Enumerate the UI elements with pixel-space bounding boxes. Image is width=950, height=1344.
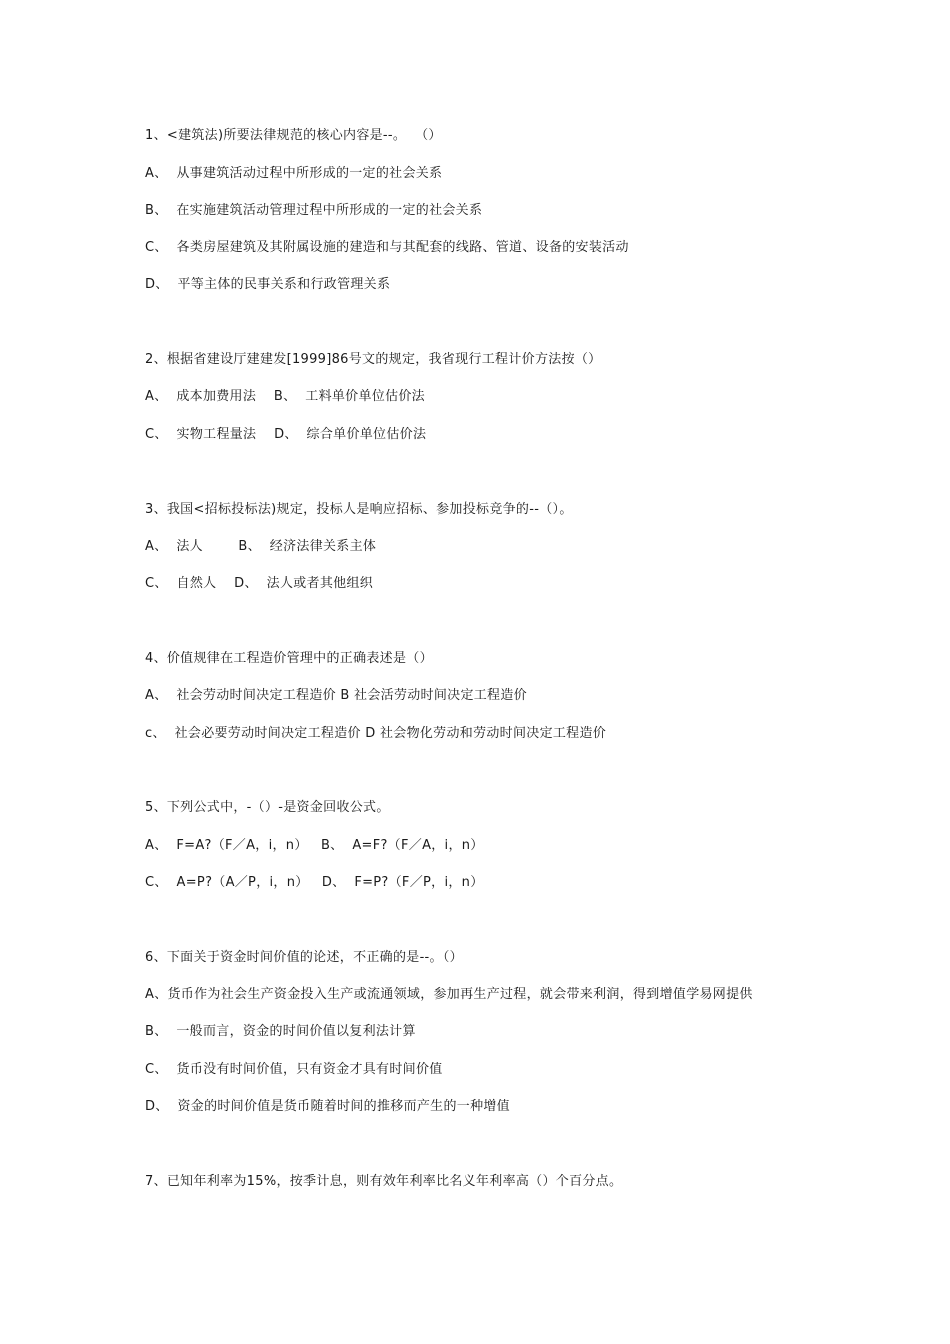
question-5-options-ab: A、 F=A?（F／A，i，n） B、 A=F?（F／A，i，n） — [145, 838, 484, 853]
question-3-options-ab: A、 法人 B、 经济法律关系主体 — [145, 539, 377, 554]
question-1-option-a: A、 从事建筑活动过程中所形成的一定的社会关系 — [145, 166, 443, 181]
question-5-options-cd: C、 A=P?（A／P，i，n） D、 F=P?（F／P，i，n） — [145, 875, 484, 890]
question-7-stem: 7、已知年利率为15%，按季计息，则有效年利率比名义年利率高（）个百分点。 — [145, 1174, 623, 1189]
question-6-option-b: B、 一般而言，资金的时间价值以复利法计算 — [145, 1024, 416, 1039]
question-2-options-cd: C、 实物工程量法 D、 综合单价单位估价法 — [145, 427, 427, 442]
question-1-stem: 1、<建筑法)所要法律规范的核心内容是--。 （） — [145, 128, 442, 143]
question-6-option-a: A、货币作为社会生产资金投入生产或流通领域，参加再生产过程，就会带来利润，得到增值学易网提供 — [145, 987, 753, 1002]
question-6-stem: 6、下面关于资金时间价值的论述，不正确的是--。（） — [145, 950, 463, 965]
question-6-option-d: D、 资金的时间价值是货币随着时间的推移而产生的一种增值 — [145, 1099, 510, 1114]
question-1-option-d: D、 平等主体的民事关系和行政管理关系 — [145, 277, 391, 292]
question-1-option-c: C、 各类房屋建筑及其附属设施的建造和与其配套的线路、管道、设备的安装活动 — [145, 240, 629, 255]
question-2-options-ab: A、 成本加费用法 B、 工料单价单位估价法 — [145, 389, 425, 404]
question-4-options-cd: c、 社会必要劳动时间决定工程造价 D 社会物化劳动和劳动时间决定工程造价 — [145, 726, 607, 741]
question-3-stem: 3、我国<招标投标法)规定，投标人是响应招标、参加投标竞争的--（）。 — [145, 502, 573, 517]
question-3-options-cd: C、 自然人 D、 法人或者其他组织 — [145, 576, 374, 591]
question-4-stem: 4、价值规律在工程造价管理中的正确表述是（） — [145, 651, 433, 666]
question-6-option-c: C、 货币没有时间价值，只有资金才具有时间价值 — [145, 1062, 443, 1077]
question-5-stem: 5、下列公式中，-（）-是资金回收公式。 — [145, 800, 390, 815]
question-2-stem: 2、根据省建设厅建建发[1999]86号文的规定，我省现行工程计价方法按（） — [145, 352, 602, 367]
question-4-options-ab: A、 社会劳动时间决定工程造价 B 社会活劳动时间决定工程造价 — [145, 688, 527, 703]
question-1-option-b: B、 在实施建筑活动管理过程中所形成的一定的社会关系 — [145, 203, 483, 218]
